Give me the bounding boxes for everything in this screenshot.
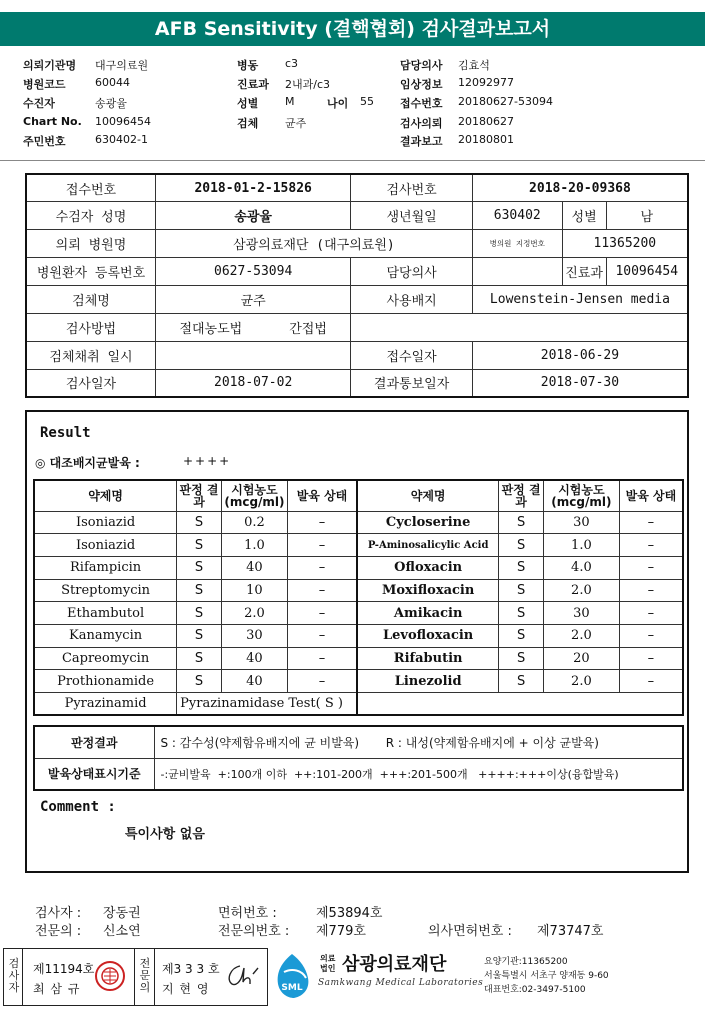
seal-stamp-icon (94, 960, 126, 992)
drug-name: P-Aminosalicylic Acid (357, 534, 499, 557)
sign2-role: 전문의 (139, 957, 151, 994)
drug-name: Amikacin (357, 602, 499, 625)
drug-name: Kanamycin (34, 624, 177, 647)
legend-table (33, 725, 684, 791)
col-growth-left: 발육 상태 (287, 480, 357, 511)
patient-label: 수진자 (23, 97, 55, 110)
drug-growth: – (287, 579, 357, 602)
drug-conc: 0.2 (221, 511, 287, 534)
license-label: 면허번호 : (218, 906, 277, 921)
growth-label: ◎ 대조배지균발육 : (35, 456, 140, 470)
dept-cell-value: 10096454 (606, 258, 688, 286)
drug-judge: S (177, 602, 222, 625)
drug-judge: S (499, 511, 544, 534)
test-date-value: 2018-07-02 (155, 369, 350, 397)
drug-conc: 40 (221, 670, 287, 693)
sex-label: 성별 (237, 97, 259, 110)
drug-growth: – (619, 534, 683, 557)
org-value: 대구의료원 (95, 59, 149, 72)
receipt-label: 접수번호 (400, 97, 443, 110)
drug-conc: 2.0 (543, 624, 619, 647)
test-no-label: 검사번호 (351, 174, 473, 202)
sign-mid-divider (134, 948, 135, 1006)
hosp-no-label: 병의원 지정번호 (472, 230, 562, 258)
drug-name: Capreomycin (34, 647, 177, 670)
col-growth-right: 발육 상태 (619, 480, 683, 511)
drug-conc: 10 (221, 579, 287, 602)
request-value: 20180627 (458, 115, 514, 128)
age-label: 나이 (327, 97, 349, 110)
hospital-value: 삼광의료재단 (대구의료원) (155, 230, 472, 258)
sign1-role: 검사자 (8, 957, 20, 994)
drug-growth: – (287, 534, 357, 557)
drug-judge: S (499, 534, 544, 557)
drug-name: Cycloserine (357, 511, 499, 534)
chart-value: 10096454 (95, 115, 151, 128)
report-date-value: 20180801 (458, 133, 514, 146)
report-title: AFB Sensitivity (결핵협회) 검사결과보고서 (0, 12, 705, 46)
spec-no-value: 제779호 (316, 924, 366, 939)
media-label: 사용배지 (351, 286, 473, 314)
drug-growth: – (287, 556, 357, 579)
method-2: 간접법 (289, 321, 327, 337)
specialist-value: 신소연 (103, 924, 141, 939)
drug-name: Rifabutin (357, 647, 499, 670)
notify-label: 결과통보일자 (351, 369, 473, 397)
col-conc-right: 시험농도 (mcg/ml) (543, 480, 619, 511)
comment-text: 특이사항 없음 (125, 827, 205, 842)
doctor-value: 김효석 (458, 59, 490, 72)
recv-value: 2018-06-29 (472, 341, 688, 369)
sex-value: M (285, 95, 295, 108)
col-drug-left: 약제명 (34, 480, 177, 511)
dept-value: 2내과/c3 (285, 78, 331, 91)
drug-sensitivity-table (33, 479, 684, 716)
drug-name: Ofloxacin (357, 556, 499, 579)
doctor-label: 담당의사 (400, 59, 443, 72)
sml-logo-icon (270, 952, 314, 1000)
corp-name: 삼광의료재단 (342, 954, 447, 975)
code-value: 60044 (95, 76, 130, 89)
drug-judge: S (177, 556, 222, 579)
drug-row (34, 534, 683, 557)
drug-name: Streptomycin (34, 579, 177, 602)
drug-growth: – (287, 511, 357, 534)
drug-conc: 30 (221, 624, 287, 647)
request-label: 검사의뢰 (400, 117, 443, 130)
sign1-divider (22, 948, 23, 1006)
hosp-no-value: 11365200 (562, 230, 688, 258)
patient-value: 송광율 (95, 97, 127, 110)
code-label: 병원코드 (23, 78, 66, 91)
doc-license-label: 의사면허번호 : (428, 924, 512, 939)
drug-name: Isoniazid (34, 511, 177, 534)
sign2-no: 제3 3 3 호 (162, 962, 220, 976)
drug-row (34, 624, 683, 647)
sign2-divider (154, 948, 155, 1006)
result-heading: Result (40, 425, 91, 441)
ward-value: c3 (285, 57, 299, 70)
drug-row (34, 647, 683, 670)
drug-judge: S (499, 602, 544, 625)
header-divider (0, 160, 705, 161)
doc-license-value: 제73747호 (537, 924, 604, 939)
drug-judge: S (177, 534, 222, 557)
drug-judge: S (177, 579, 222, 602)
drug-name: Linezolid (357, 670, 499, 693)
drug-growth: – (619, 624, 683, 647)
report-date-label: 결과보고 (400, 135, 443, 148)
sign2-name: 지 현 영 (162, 982, 210, 996)
drug-judge: S (177, 624, 222, 647)
col-conc-left: 시험농도 (mcg/ml) (221, 480, 287, 511)
drug-conc: 40 (221, 647, 287, 670)
drug-conc: 1.0 (221, 534, 287, 557)
specimen-value: 균주 (285, 117, 307, 130)
reg-label: 병원환자 등록번호 (26, 258, 155, 286)
dob-value: 630402 (472, 202, 562, 230)
drug-growth: – (619, 602, 683, 625)
drug-judge: S (177, 511, 222, 534)
pza-row (34, 693, 683, 716)
drug-name: Levofloxacin (357, 624, 499, 647)
specimen-cell-value: 균주 (155, 286, 350, 314)
drug-growth: – (619, 556, 683, 579)
receipt-no-value: 2018-01-2-15826 (155, 174, 350, 202)
resid-label: 주민번호 (23, 135, 66, 148)
drug-judge: S (499, 556, 544, 579)
drug-name: Prothionamide (34, 670, 177, 693)
hospital-label: 의뢰 병원명 (26, 230, 155, 258)
drug-conc: 40 (221, 556, 287, 579)
drug-row (34, 579, 683, 602)
drug-conc: 30 (543, 602, 619, 625)
dept-label: 진료과 (237, 78, 269, 91)
comment-label: Comment : (40, 799, 116, 815)
drug-name: Isoniazid (34, 534, 177, 557)
notify-value: 2018-07-30 (472, 369, 688, 397)
test-date-label: 검사일자 (26, 369, 155, 397)
sign1-name: 최 삼 규 (33, 982, 81, 996)
growth-value: ++++ (183, 454, 232, 468)
logo-text: SML (281, 983, 303, 993)
collect-label: 검체채취 일시 (26, 341, 155, 369)
drug-conc: 2.0 (543, 579, 619, 602)
drug-conc: 20 (543, 647, 619, 670)
drug-row (34, 602, 683, 625)
drug-judge: S (499, 624, 544, 647)
corp-code: 요양기관:11365200 (484, 957, 568, 967)
handwritten-signature-icon (222, 962, 262, 990)
drug-growth: – (287, 670, 357, 693)
drug-growth: – (619, 647, 683, 670)
org-label: 의뢰기관명 (23, 59, 77, 72)
judge-legend-s: S : 감수성(약제함유배지에 균 비발육) (160, 735, 360, 750)
pza-drug: Pyrazinamid (34, 693, 177, 716)
drug-conc: 30 (543, 511, 619, 534)
method-1: 절대농도법 (179, 321, 243, 337)
col-judge-right: 판정 결과 (499, 480, 544, 511)
growth-std-label: 발육상태표시기준 (34, 758, 154, 790)
drug-row (34, 670, 683, 693)
recv-label: 접수일자 (351, 341, 473, 369)
judge-legend-label: 판정결과 (34, 726, 154, 758)
col-judge-left: 판정 결과 (177, 480, 222, 511)
sex-label-cell: 성별 (562, 202, 606, 230)
corp-tel: 대표번호:02-3497-5100 (484, 985, 586, 995)
drug-conc: 1.0 (543, 534, 619, 557)
specimen-cell-label: 검체명 (26, 286, 155, 314)
reg-value: 0627-53094 (155, 258, 350, 286)
dob-label: 생년월일 (351, 202, 473, 230)
name-value: 송광율 (155, 202, 350, 230)
drug-conc: 2.0 (221, 602, 287, 625)
tester-label: 검사자 : (35, 906, 82, 921)
growth-std-text: -:균비발육 +:100개 이하 ++:101-200개 +++:201-500개 ++++:+++이상(융합발육) (154, 758, 683, 790)
method-blank (351, 313, 688, 341)
drug-growth: – (287, 624, 357, 647)
drug-name: Rifampicin (34, 556, 177, 579)
test-no-value: 2018-20-09368 (472, 174, 688, 202)
name-label: 수검자 성명 (26, 202, 155, 230)
age-value: 55 (360, 95, 374, 108)
col-drug-right: 약제명 (357, 480, 499, 511)
pza-result: Pyrazinamidase Test( S ) (177, 693, 357, 716)
corp-address: 서울특별시 서초구 양재동 9-60 (484, 971, 609, 981)
patient-info-table (25, 173, 689, 398)
drug-judge: S (177, 670, 222, 693)
pza-blank (357, 693, 683, 716)
drug-name: Ethambutol (34, 602, 177, 625)
receipt-value: 20180627-53094 (458, 95, 553, 108)
drug-judge: S (499, 647, 544, 670)
drug-judge: S (499, 670, 544, 693)
judge-legend-r: R : 내성(약제함유배지에 + 이상 균발육) (385, 735, 599, 750)
method-value (155, 313, 350, 341)
specialist-label: 전문의 : (35, 924, 82, 939)
drug-row (34, 511, 683, 534)
doctor-cell-value (472, 258, 562, 286)
sign1-no: 제11194호 (33, 962, 95, 976)
drug-row (34, 556, 683, 579)
doctor-cell-label: 담당의사 (351, 258, 473, 286)
specimen-label: 검체 (237, 117, 259, 130)
method-label: 검사방법 (26, 313, 155, 341)
drug-conc: 2.0 (543, 670, 619, 693)
corp-small: 의료법인 (320, 954, 336, 973)
corp-english: Samkwang Medical Laboratories (318, 978, 484, 988)
drug-growth: – (287, 647, 357, 670)
spec-no-label: 전문의번호 : (218, 924, 290, 939)
drug-growth: – (619, 511, 683, 534)
license-value: 제53894호 (316, 906, 383, 921)
clinical-label: 임상정보 (400, 78, 443, 91)
tester-value: 장동권 (103, 906, 141, 921)
drug-judge: S (499, 579, 544, 602)
resid-value: 630402-1 (95, 133, 148, 146)
receipt-no-label: 접수번호 (26, 174, 155, 202)
sex-value-cell: 남 (606, 202, 688, 230)
collect-value (155, 341, 350, 369)
dept-cell-label: 진료과 (562, 258, 606, 286)
ward-label: 병동 (237, 59, 259, 72)
drug-growth: – (619, 579, 683, 602)
drug-table-header (34, 480, 683, 511)
drug-growth: – (619, 670, 683, 693)
judge-legend-text (154, 726, 683, 758)
drug-conc: 4.0 (543, 556, 619, 579)
drug-growth: – (287, 602, 357, 625)
drug-judge: S (177, 647, 222, 670)
drug-name: Moxifloxacin (357, 579, 499, 602)
chart-label: Chart No. (23, 115, 82, 128)
clinical-value: 12092977 (458, 76, 514, 89)
media-value: Lowenstein-Jensen media (472, 286, 688, 314)
